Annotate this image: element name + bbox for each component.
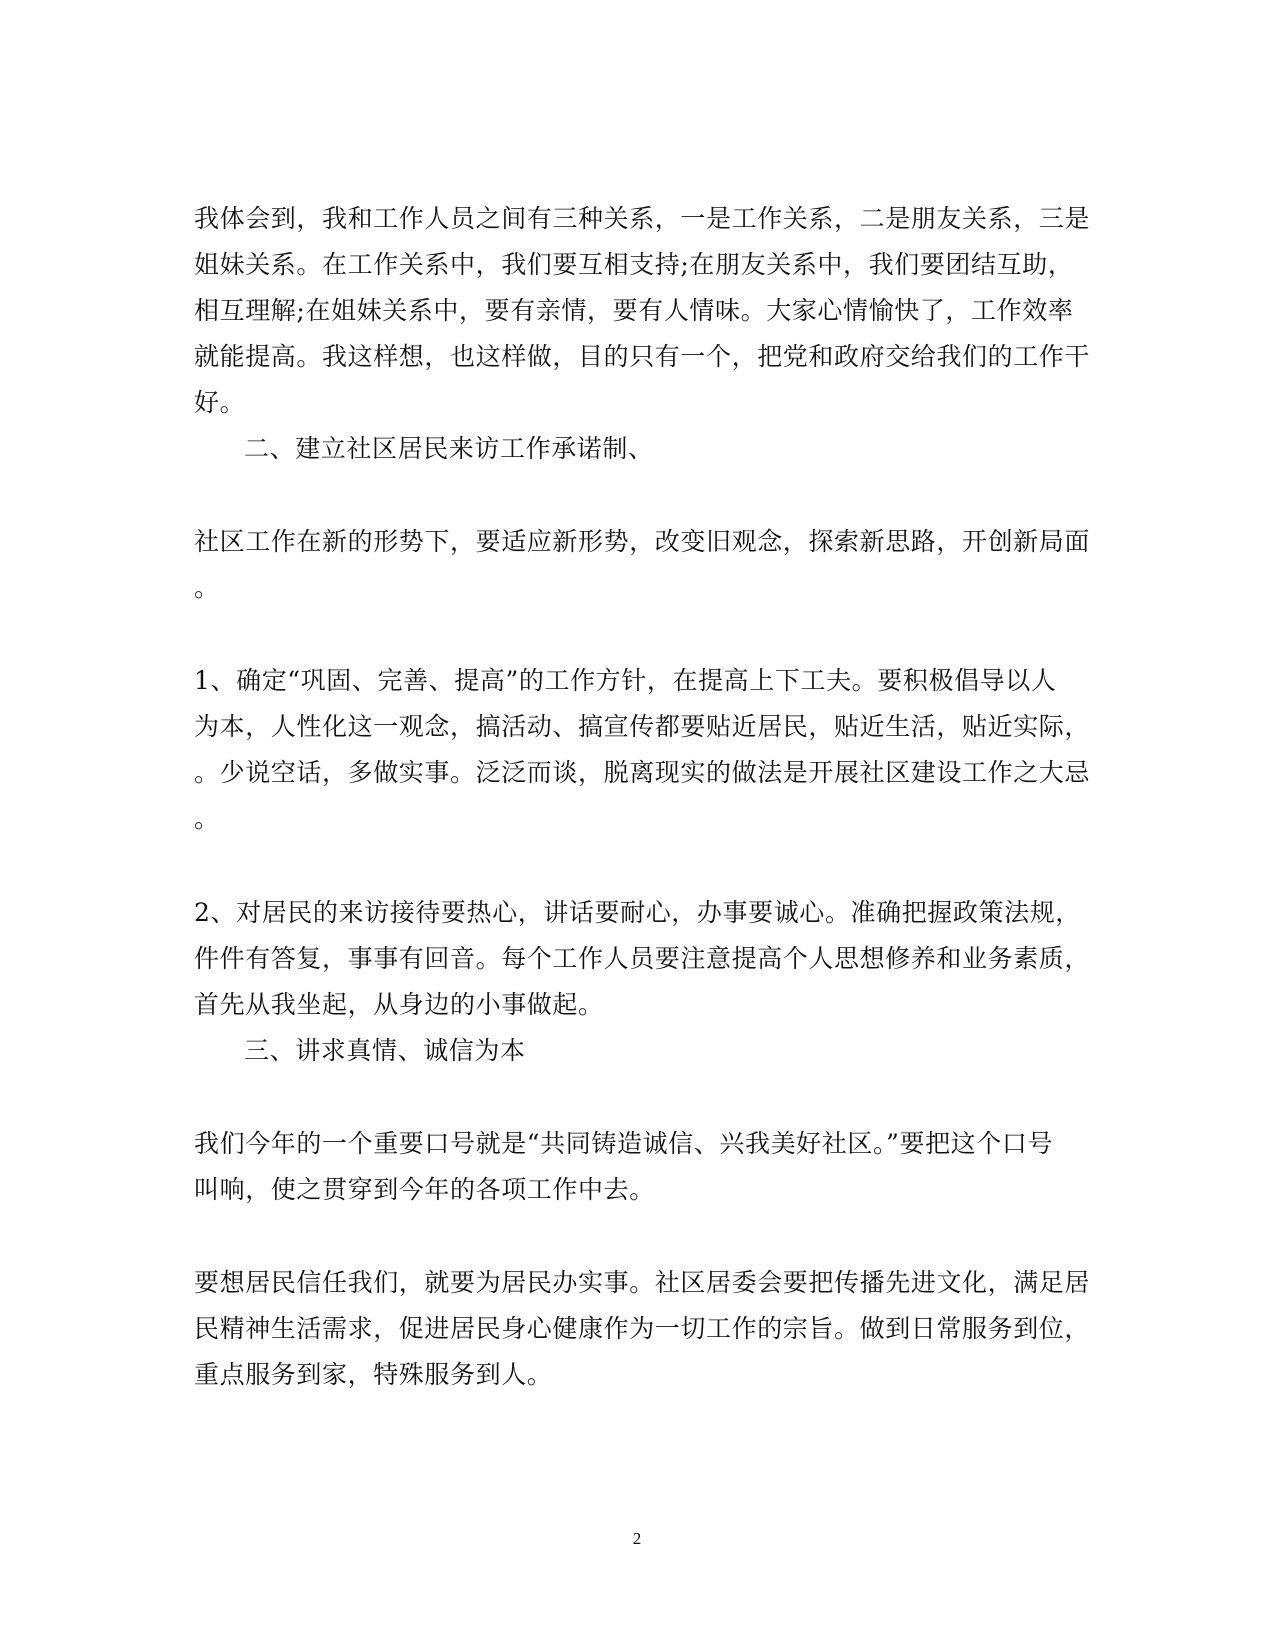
text-line: 就能提高。我这样想，也这样做，目的只有一个，把党和政府交给我们的工作干 [194,342,1091,371]
text-line: 2、对居民的来访接待要热心，讲话要耐心，办事要诚心。准确把握政策法规， [194,898,1081,927]
section-heading: 二、建立社区居民来访工作承诺制、 [244,434,654,463]
text-line: 相互理解;在姐妹关系中，要有亲情，要有人情味。大家心情愉快了，工作效率 [194,296,1074,325]
text-line: 。少说空话，多做实事。泛泛而谈，脱离现实的做法是开展社区建设工作之大忌 [194,758,1091,787]
text-line: 好。 [194,388,246,417]
text-line: 为本，人性化这一观念，搞活动、搞宣传都要贴近居民，贴近生活，贴近实际， [194,712,1091,741]
text-line: 首先从我坐起，从身边的小事做起。 [194,990,604,1019]
text-line: 重点服务到家，特殊服务到人。 [194,1360,553,1389]
text-line: 要想居民信任我们，就要为居民办实事。社区居委会要把传播先进文化，满足居 [194,1268,1091,1297]
section-heading: 三、讲求真情、诚信为本 [244,1036,526,1065]
text-line: 1、确定“巩固、完善、提高”的工作方针，在提高上下工夫。要积极倡导以人 [194,666,1057,695]
text-line: 民精神生活需求，促进居民身心健康作为一切工作的宗旨。做到日常服务到位， [194,1314,1091,1343]
text-line: 叫响，使之贯穿到今年的各项工作中去。 [194,1175,655,1204]
text-line: 。 [194,573,220,602]
text-line: 姐妹关系。在工作关系中，我们要互相支持;在朋友关系中，我们要团结互助， [194,250,1074,279]
text-line: 社区工作在新的形势下，要适应新形势，改变旧观念，探索新思路，开创新局面 [194,527,1091,556]
text-line: 件件有答复，事事有回音。每个工作人员要注意提高个人思想修养和业务素质， [194,944,1091,973]
text-line: 。 [194,804,220,833]
text-line: 我体会到，我和工作人员之间有三种关系，一是工作关系，二是朋友关系，三是 [194,204,1091,233]
page-number: 2 [632,1529,642,1548]
text-line: 我们今年的一个重要口号就是“共同铸造诚信、兴我美好社区。”要把这个口号 [194,1129,1054,1158]
